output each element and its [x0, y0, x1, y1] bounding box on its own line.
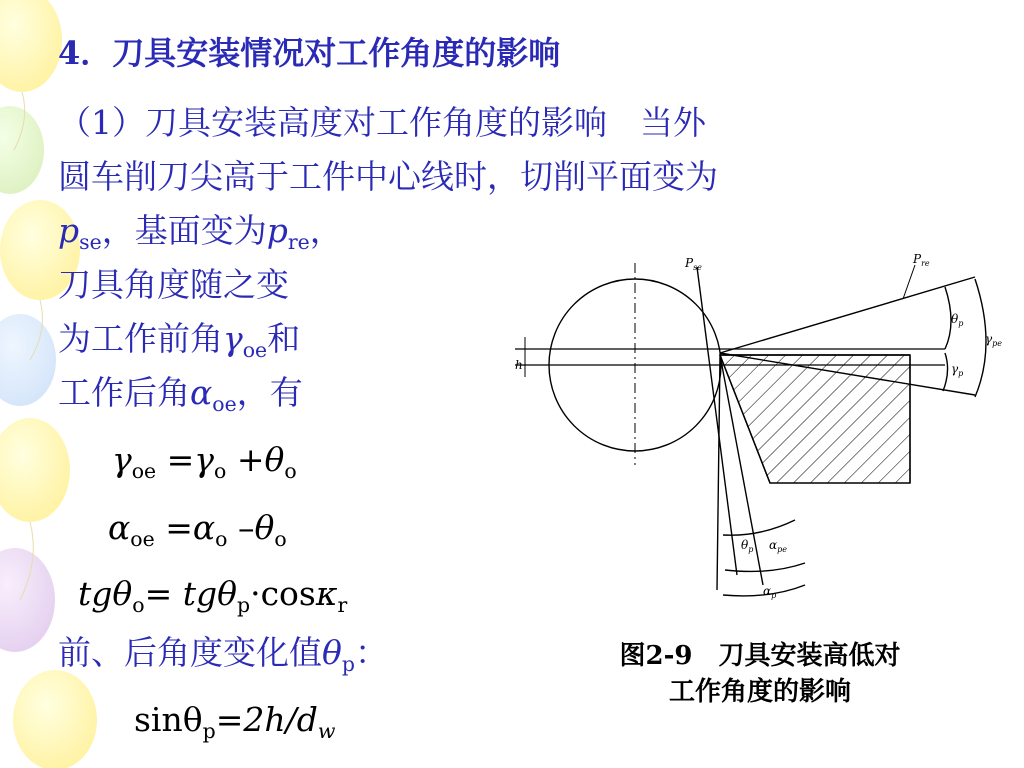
eq3-cos: ·cos: [250, 574, 316, 613]
label-theta-p: $\theta_p$: [951, 312, 964, 328]
label-pre: $P_{re}$: [913, 252, 930, 268]
text-base-becomes: ，基面变为: [101, 211, 267, 250]
sub-re: re: [287, 230, 310, 255]
label-alpha-p: $\alpha_p$: [763, 584, 777, 600]
balloon-yellow-low: [0, 418, 70, 522]
eq1-equals: =: [156, 440, 195, 479]
eq1-gamma: γ: [112, 440, 132, 479]
eq1-plus: +: [226, 440, 265, 479]
label-alpha-pe: $\alpha_{pe}$: [769, 538, 787, 554]
eq1-sub-oe: oe: [131, 459, 157, 484]
sub-p: p: [341, 652, 355, 677]
eq1-gamma-o: γ: [194, 440, 215, 479]
text-line-5: [58, 312, 300, 366]
eq4-2h-d: 2h/d: [243, 700, 318, 739]
pre-line: [720, 277, 975, 353]
caption-line-1: 图2-9 刀具安装高低对: [619, 641, 901, 671]
text-line-6: [58, 366, 303, 420]
balloon-blue: [0, 314, 56, 406]
figure-caption: [560, 638, 960, 710]
text-line-3: [58, 204, 343, 258]
eq2-alpha: α: [108, 508, 131, 547]
slide-title: 4．刀具安装情况对工作角度的影响: [58, 34, 561, 72]
eq3-kappa: κ: [315, 574, 338, 613]
pre-leader: [903, 265, 915, 299]
eq1-theta: θ: [264, 440, 285, 479]
label-gamma-p: $\gamma_p$: [951, 362, 964, 378]
eq4-sub-p: p: [202, 719, 216, 744]
text-work-clearance: 工作后角: [58, 373, 190, 412]
label-pse: $P_{se}$: [685, 256, 702, 272]
text-comma: ，: [309, 211, 343, 250]
balloon-purple: [0, 548, 55, 652]
eq2-sub-o2: o: [274, 527, 287, 552]
balloon-green: [0, 106, 44, 194]
sym-alpha: α: [190, 373, 213, 412]
equation-alpha: [108, 508, 287, 552]
text-colon: ：: [354, 633, 388, 672]
sub-se: se: [79, 230, 102, 255]
sym-gamma: γ: [223, 319, 243, 358]
eq4-sub-w: w: [317, 719, 336, 744]
eq3-sub-r: r: [337, 593, 348, 618]
eq1-sub-o2: o: [284, 459, 297, 484]
eq4-sin-theta: sinθ: [134, 700, 203, 739]
gamma-p-arc: [943, 353, 948, 391]
pse-line: [697, 267, 737, 575]
sym-p-re: p: [266, 211, 288, 250]
eq4-equals: =: [215, 700, 244, 739]
sym-theta: θ: [322, 633, 342, 672]
text-and: 和: [267, 319, 301, 358]
tool-installation-diagram: [505, 245, 1020, 620]
eq3-equals: =: [144, 574, 183, 613]
equation-tan: [78, 574, 348, 618]
eq3-tg-theta: tgθ: [78, 574, 133, 613]
sub-oe: oe: [242, 338, 268, 363]
balloon-yellow-top: [0, 0, 62, 92]
eq3-sub-o: o: [132, 593, 145, 618]
label-theta-p-lower: $\theta_p$: [741, 538, 754, 554]
label-gamma-pe: $\gamma_{pe}$: [985, 332, 1003, 348]
text-line-1: （1）刀具安装高度对工作角度的影响 当外: [58, 103, 706, 142]
text-line-7: [58, 626, 388, 680]
alpha-pe-arc: [723, 520, 795, 535]
equation-sin: [134, 700, 336, 744]
eq1-sub-o: o: [214, 459, 227, 484]
eq2-sub-o: o: [215, 527, 228, 552]
text-have: ，有: [236, 373, 303, 412]
balloon-yellow-bottom: [13, 670, 97, 768]
label-h: h: [515, 358, 523, 372]
text-line-4: 刀具角度随之变: [58, 265, 289, 304]
text-angle-change: 前、后角度变化值: [58, 633, 322, 672]
eq2-equals: =: [154, 508, 193, 547]
eq2-theta: θ: [254, 508, 275, 547]
eq2-sub-oe: oe: [130, 527, 155, 552]
eq3-tg-theta-p: tgθ: [182, 574, 237, 613]
eq2-alpha-o: α: [192, 508, 216, 547]
caption-line-2: 工作角度的影响: [668, 677, 851, 707]
eq3-sub-p: p: [236, 593, 251, 618]
text-work-rake: 为工作前角: [58, 319, 223, 358]
sub-oe: oe: [212, 392, 237, 417]
eq2-minus: –: [227, 508, 255, 547]
text-line-2: 圆车削刀尖高于工件中心线时，切削平面变为: [58, 157, 718, 196]
equation-gamma: [112, 440, 297, 484]
sym-p-se: p: [58, 211, 80, 250]
tool-body: [720, 355, 910, 483]
